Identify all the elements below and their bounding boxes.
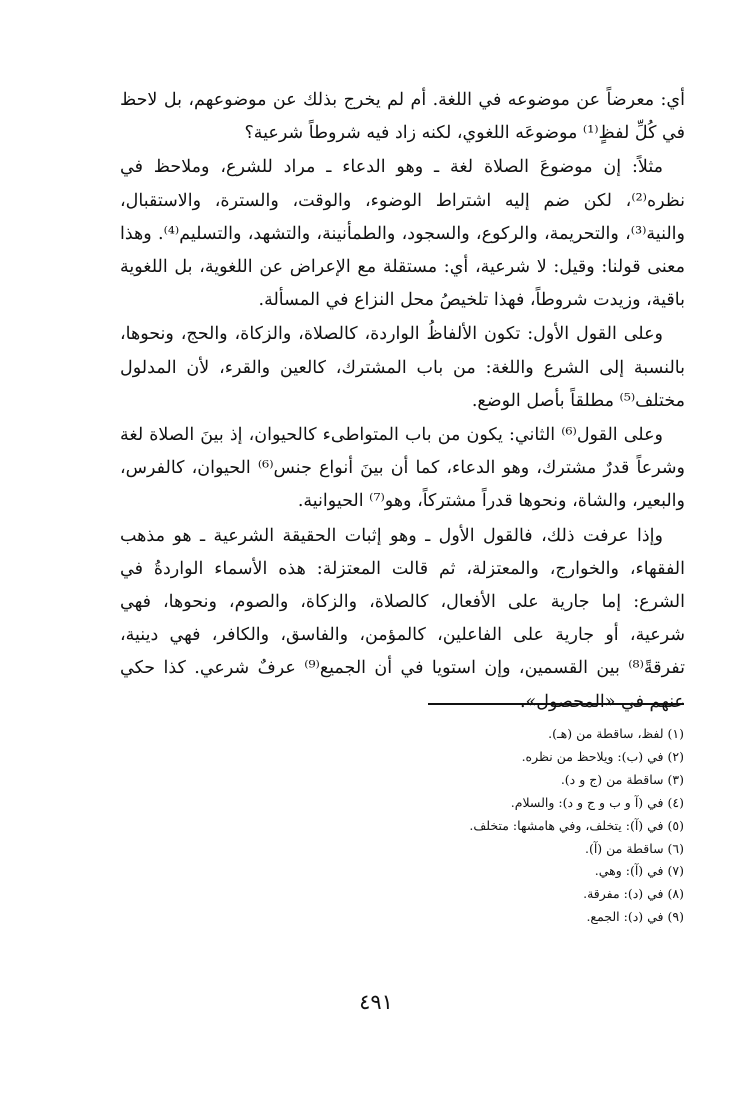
main-text	[120, 84, 685, 720]
footnote-5: (٥) في (آ): يتخلف، وفي هامشها: متخلف.	[469, 817, 684, 833]
paragraph-4: وعلى القول⁽⁶⁾ الثاني: يكون من باب المتواطىء كالحيوان، إذ بينَ الصلاة لغة وشرعاً قدرٌ مشترك، وهو الدعاء، كما أن بينَ أنواع جنس⁽⁶⁾ الحيوان، كالفرس، والبعير، والشاة، ونحوها قدراً مشتركاً، وهو⁽⁷⁾ الحيوانية.	[120, 425, 685, 512]
footnote-1: (١) لفظ، ساقطة من (هـ).	[548, 726, 684, 741]
footnote-8: (٨) في (د): مفرقة.	[583, 886, 684, 902]
paragraph-2: مثلاً: إن موضوعَ الصلاة لغة ـ وهو الدعاء ـ مراد للشرع، وملاحظ في نظره⁽²⁾، لكن ضم إليه اشتراط الوضوء، والوقت، والسترة، والاستقبال، والنية⁽³⁾، والتحريمة، والركوع، والسجود، والطمأنينة، والتشهد، والتسليم⁽⁴⁾. وهذا معنى قولنا: وقيل: لا شرعية، أي: مستقلة مع الإعراض عن اللغوية، بل اللغوية باقية، وزيدت شروطاً، فهذا تلخيصُ محل النزاع في المسألة.	[120, 157, 685, 311]
footnote-7: (٧) في (آ): وهي.	[594, 863, 684, 879]
footnote-2: (٢) في (ب): ويلاحظ من نظره.	[521, 748, 684, 764]
paragraph-1: أي: معرضاً عن موضوعه في اللغة. أم لم يخرج بذلك عن موضوعهم، بل لاحظ في كُلِّ لفظٍ⁽¹⁾ موضوعَه اللغوي، لكنه زاد فيه شروطاً شرعية؟	[120, 90, 685, 144]
footnotes	[300, 723, 684, 929]
footnote-9: (٩) في (د): الجمع.	[586, 909, 684, 925]
page-number: ٤٩١	[359, 990, 393, 1014]
paragraph-3: وعلى القول الأول: تكون الألفاظُ الواردة، كالصلاة، والزكاة، والحج، ونحوها، بالنسبة إلى الشرع واللغة: من باب المشترك، كالعين والقرء، لأن المدلول مختلف⁽⁵⁾ مطلقاً بأصل الوضع.	[120, 324, 685, 411]
footnote-separator	[428, 703, 684, 705]
footnote-3: (٣) ساقطة من (ج و د).	[560, 771, 684, 787]
footnote-6: (٦) ساقطة من (آ).	[584, 840, 684, 856]
footnote-4: (٤) في (آ و ب و ج و د): والسلام.	[510, 794, 684, 810]
paragraph-5: وإذا عرفت ذلك، فالقول الأول ـ وهو إثبات الحقيقة الشرعية ـ هو مذهب الفقهاء، والخوارج، والمعتزلة، ثم قالت المعتزلة: هذه الأسماء الواردةُ في الشرع: إما جارية على الأفعال، كالصلاة، والزكاة، والصوم، ونحوها، فهي شرعية، أو جارية على الفاعلين، كالمؤمن، والفاسق، والكافر، فهي دينية، تفرقةً⁽⁸⁾ بين القسمين، وإن استويا في أن الجميع⁽⁹⁾ عرفٌ شرعي. كذا حكي عنهم في «المحصول».	[120, 525, 685, 712]
